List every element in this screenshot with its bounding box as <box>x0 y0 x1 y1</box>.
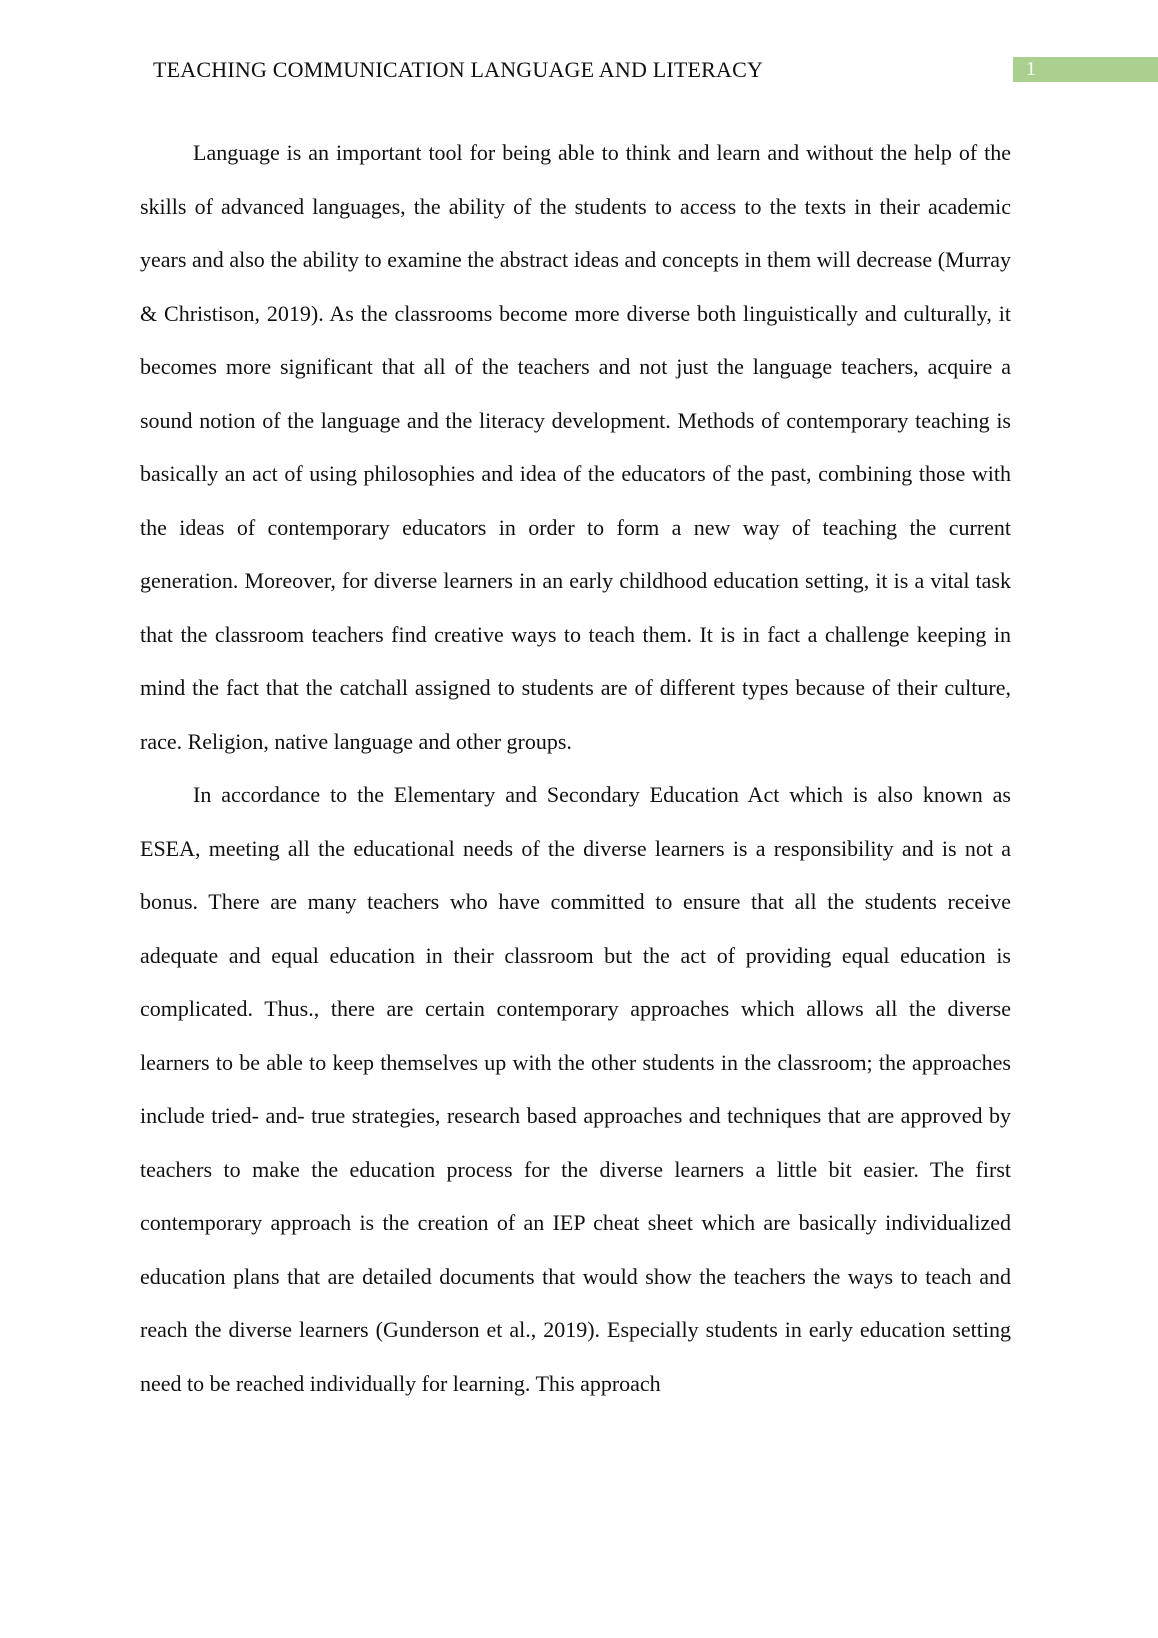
paragraph-language-importance: Language is an important tool for being able to think and learn and without the help of the skills of advanced languages, the ability of the students to access to the texts in their academic years and also the ability to examine the abstract ideas and concepts in them will decrease (Murray & Christison, 2019). As the classrooms become more diverse both linguistically and culturally, it becomes more significant that all of the teachers and not just the language teachers, acquire a sound notion of the language and the literacy development. Methods of contemporary teaching is basically an act of using philosophies and idea of the educators of the past, combining those with the ideas of contemporary educators in order to form a new way of teaching the current generation. Moreover, for diverse learners in an early childhood education setting, it is a vital task that the classroom teachers find creative ways to teach them. It is in fact a challenge keeping in mind the fact that the catchall assigned to students are of different types because of their culture, race. Religion, native language and other groups. <box>140 140 1011 754</box>
running-head: TEACHING COMMUNICATION LANGUAGE AND LITERACY <box>153 57 764 82</box>
body-text <box>140 126 1011 1410</box>
paragraph-esea-approaches: In accordance to the Elementary and Secondary Education Act which is also known as ESEA, meeting all the educational needs of the diverse learners is a responsibility and is not a bonus. There are many teachers who have committed to ensure that all the students receive adequate and equal education in their classroom but the act of providing equal education is complicated. Thus., there are certain contemporary approaches which allows all the diverse learners to be able to keep themselves up with the other students in the classroom; the approaches include tried- and- true strategies, research based approaches and techniques that are approved by teachers to make the education process for the diverse learners a little bit easier. The first contemporary approach is the creation of an IEP cheat sheet which are basically individualized education plans that are detailed documents that would show the teachers the ways to teach and reach the diverse learners (Gunderson et al., 2019). Especially students in early education setting need to be reached individually for learning. This approach <box>140 782 1011 1396</box>
page-number: 1 <box>1013 57 1158 82</box>
